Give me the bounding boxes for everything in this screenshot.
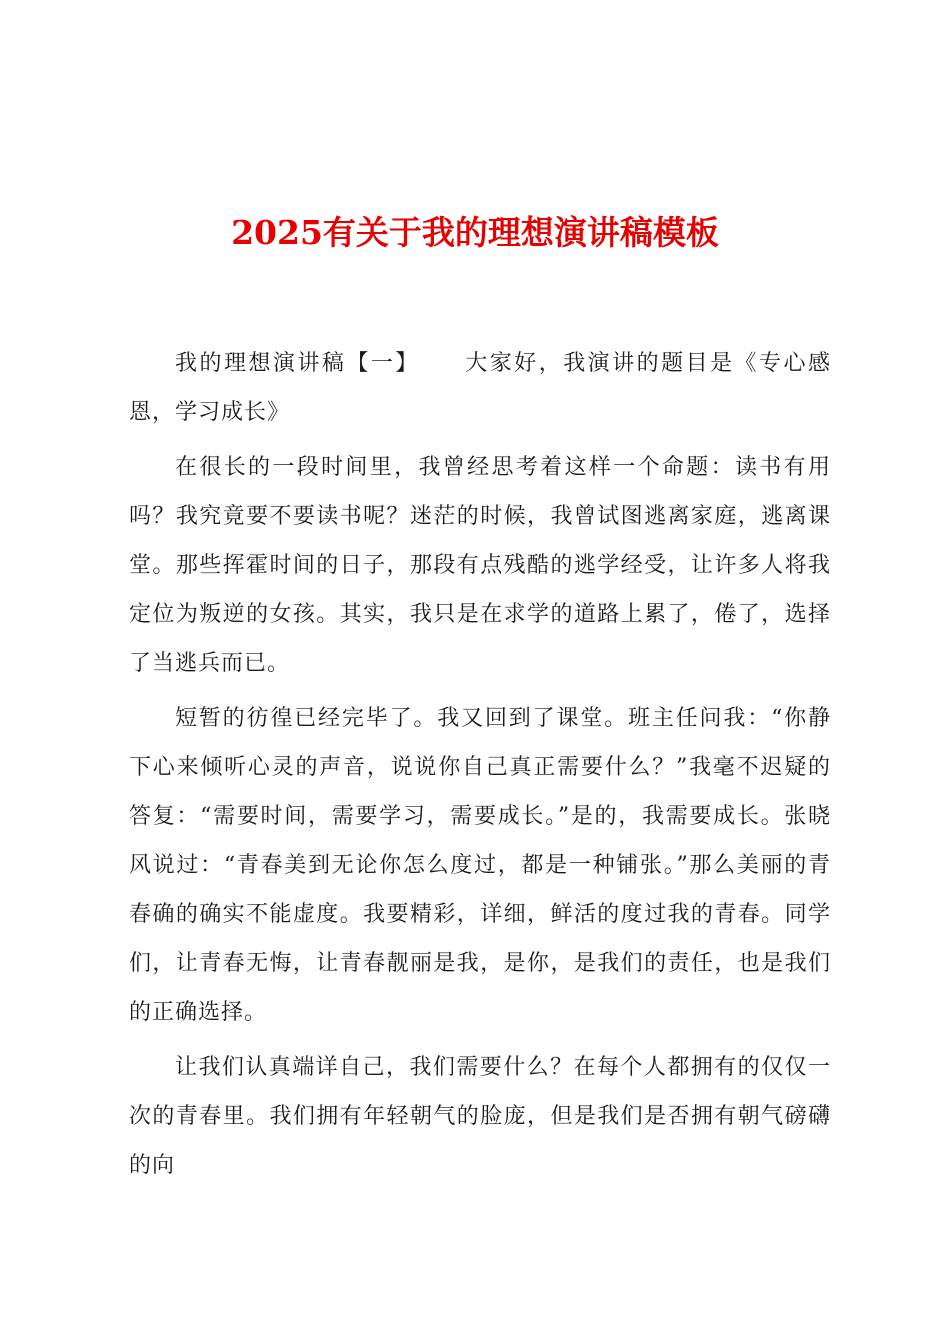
intro-heading: 我的理想演讲稿【一】 [175,351,420,376]
document-title: 2025有关于我的理想演讲稿模板 [231,213,719,252]
intro-text: 大家好，我演讲的题目是《专心感恩，学习成长》 [129,351,831,425]
intro-paragraph [129,339,831,437]
document-body [129,339,831,1196]
body-paragraph: 在很长的一段时间里，我曾经思考着这样一个命题：读书有用吗？我究竟要不要读书呢？迷茫的时候，我曾试图逃离家庭，逃离课堂。那些挥霍时间的日子，那段有点残酷的逃学经受，让许多人将我定位为叛逆的女孩。其实，我只是在求学的道路上累了，倦了，选择了当逃兵而已。 [129,455,831,676]
body-paragraph: 让我们认真端详自己，我们需要什么？在每个人都拥有的仅仅一次的青春里。我们拥有年轻朝气的脸庞，但是我们是否拥有朝气磅礴的向 [129,1055,831,1178]
body-paragraph: 短暂的彷徨已经完毕了。我又回到了课堂。班主任问我：“你静下心来倾听心灵的声音，说说你自己真正需要什么？”我毫不迟疑的答复：“需要时间，需要学习，需要成长。”是的，我需要成长。张晓风说过：“青春美到无论你怎么度过，都是一种铺张。”那么美丽的青春确的确实不能虚度。我要精彩，详细，鲜活的度过我的青春。同学们，让青春无悔，让青春靓丽是我，是你，是我们的责任，也是我们的正确选择。 [129,706,831,1025]
